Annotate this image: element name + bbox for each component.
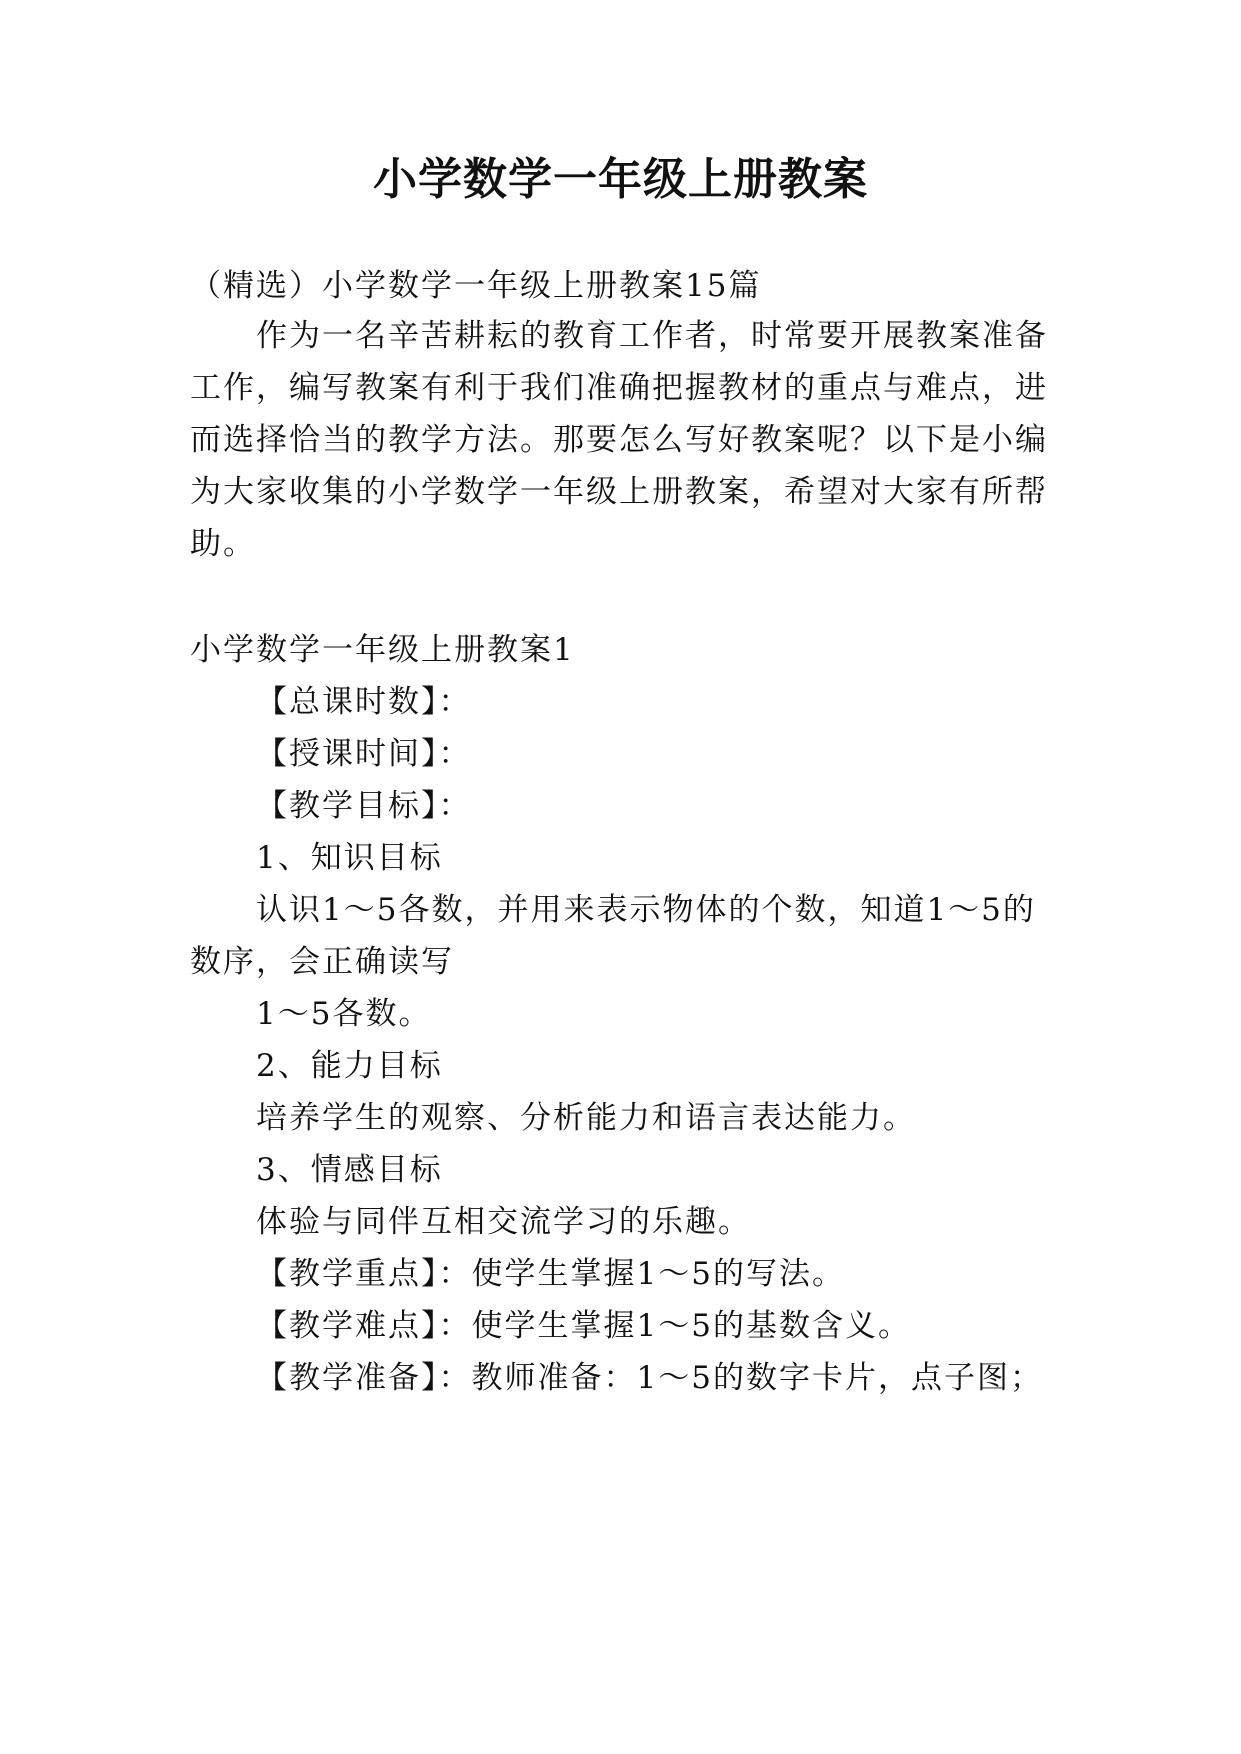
teaching-time-label: 【授课时间】：: [256, 736, 472, 772]
total-hours-label: 【总课时数】：: [256, 684, 472, 720]
difficulty-line: 【教学难点】：使学生掌握1～5的基数含义。: [256, 1308, 911, 1344]
preparation-line: 【教学准备】：教师准备：1～5的数字卡片，点子图；: [256, 1360, 1043, 1396]
goal-1-text-line-1: 认识1～5各数，并用来表示物体的个数，知道1～5的: [256, 892, 1036, 928]
intro-line-2: 工作，编写教案有利于我们准确把握教材的重点与难点，进: [190, 370, 1048, 406]
teaching-goals-label: 【教学目标】：: [256, 788, 472, 824]
goal-2-text: 培养学生的观察、分析能力和语言表达能力。: [256, 1100, 916, 1136]
intro-line-5: 助。: [190, 526, 256, 562]
goal-3-label: 3、情感目标: [256, 1152, 443, 1188]
goal-3-text: 体验与同伴互相交流学习的乐趣。: [256, 1204, 751, 1240]
document-subtitle: （精选）小学数学一年级上册教案15篇: [190, 268, 762, 304]
key-point-line: 【教学重点】：使学生掌握1～5的写法。: [256, 1256, 845, 1292]
goal-1-text-line-3: 1～5各数。: [256, 996, 432, 1032]
intro-line-3: 而选择恰当的教学方法。那要怎么写好教案呢？以下是小编: [190, 422, 1048, 458]
intro-line-1: 作为一名辛苦耕耘的教育工作者，时常要开展教案准备: [256, 318, 1048, 354]
goal-2-label: 2、能力目标: [256, 1048, 443, 1084]
section-heading: 小学数学一年级上册教案1: [190, 632, 575, 668]
document-title: 小学数学一年级上册教案: [373, 154, 868, 205]
goal-1-label: 1、知识目标: [256, 840, 443, 876]
intro-line-4: 为大家收集的小学数学一年级上册教案，希望对大家有所帮: [190, 474, 1048, 510]
goal-1-text-line-2: 数序，会正确读写: [190, 944, 454, 980]
